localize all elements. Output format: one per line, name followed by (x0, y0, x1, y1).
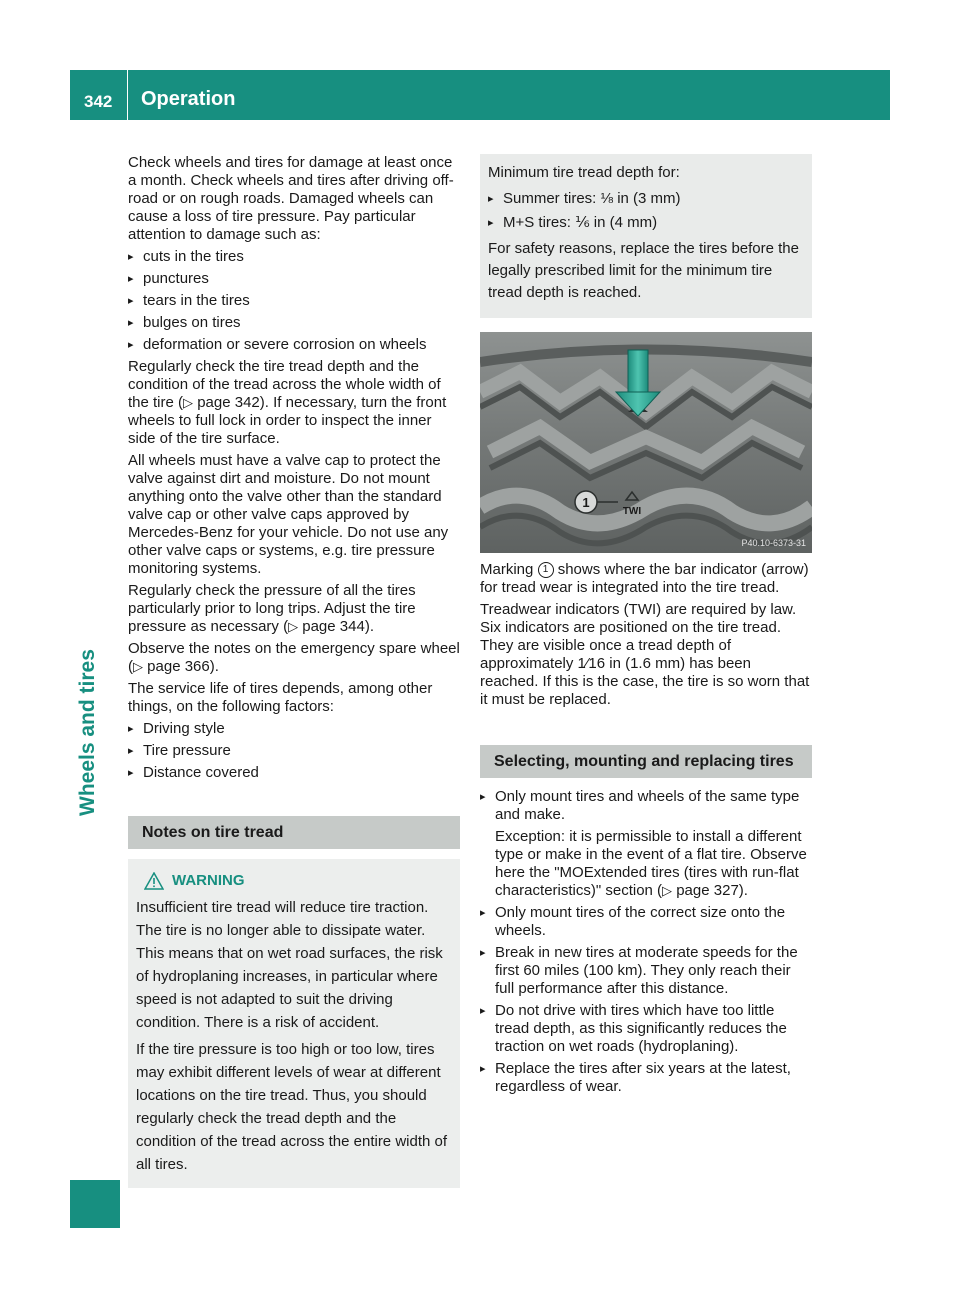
text: Exception: it is permissible to install a different type or make in the event of a flat tire. Observe here the "MOExtended tires (tires with run-flat characteristics)" section (495, 828, 807, 899)
exception-paragraph: Exception: it is permissible to install a different type or make in the event of a flat tire. Observe here the "MOExtended tires (tires with run-flat characteristics)" section (▷ page 327). (495, 828, 807, 899)
list-item: ▸ Tire pressure (128, 742, 460, 760)
tread-check-paragraph (128, 358, 460, 448)
page-ref-link[interactable]: page 366 (147, 658, 210, 675)
page-ref-arrow-icon: ▷ (183, 395, 194, 410)
side-tab-label: Wheels and tires (76, 649, 99, 816)
min-tread-box (480, 154, 812, 318)
text: shows where the bar indicator (arrow) for tread wear is integrated into the tire tread. (480, 561, 809, 596)
figure-code: P40.10-6373-31 (741, 538, 806, 548)
side-tab-marker (70, 1180, 120, 1228)
list-item: ▸ Only mount tires of the correct size onto the wheels. (480, 904, 812, 940)
page-ref-arrow-icon: ▷ (662, 883, 673, 898)
list-item: ▸ Replace the tires after six years at the latest, regardless of wear. (480, 1060, 812, 1096)
text: ). (364, 618, 374, 635)
section-title: Operation (141, 88, 236, 110)
text: ). If necessary, turn the front wheels to full lock in order to inspect the inner side of the tire surface. (128, 394, 447, 447)
list-item: ▸ Distance covered (128, 764, 460, 782)
list-item: ▸ bulges on tires (128, 314, 460, 332)
list-item: ▸ tears in the tires (128, 292, 460, 310)
twi-mark-label: TWI (622, 506, 642, 517)
page-ref-link[interactable]: page 344 (302, 618, 365, 635)
tire-tread-image (480, 332, 812, 553)
factor-list (128, 720, 460, 782)
text: ). (209, 658, 219, 675)
warning-triangle-icon (144, 872, 164, 890)
marking-paragraph (480, 561, 812, 597)
notes-heading: Notes on tire tread (128, 816, 460, 849)
warning-paragraph-2: If the tire pressure is too high or too low, tires may exhibit different levels of wear at different locations on the tire tread. Thus, you should regularly check the tread depth and the condition of the tread across the entire width of all tires. (136, 1041, 448, 1173)
service-life-paragraph: The service life of tires depends, among other things, on the following factors: (128, 680, 433, 715)
list-item: ▸ cuts in the tires (128, 248, 460, 266)
list-item: ▸ Summer tires: ⅛ in (3 mm) (488, 188, 804, 210)
right-column (480, 154, 812, 1100)
select-heading: Selecting, mounting and replacing tires (480, 745, 812, 778)
min-tread-title: Minimum tire tread depth for: (488, 164, 680, 181)
page-ref-arrow-icon: ▷ (133, 659, 143, 674)
list-item: ▸ punctures (128, 270, 460, 288)
list-item: ▸ deformation or severe corrosion on wheels (128, 336, 460, 354)
page-ref-arrow-icon: ▷ (288, 619, 299, 634)
marker-callout: 1 (538, 562, 554, 578)
text: Observe the notes on the emergency spare wheel ( (128, 640, 460, 675)
list-item: ▸ M+S tires: ⅙ in (4 mm) (488, 212, 804, 234)
list-item: ▸ Do not drive with tires which have too little tread depth, as this significantly reduces the traction on wet roads (hydroplaning). (480, 1002, 812, 1056)
warning-title (144, 869, 452, 892)
page-ref-link[interactable]: page 342 (197, 394, 260, 411)
pressure-paragraph (128, 582, 460, 636)
page-number: 342 (84, 92, 113, 111)
warning-label: WARNING (172, 872, 245, 889)
list-item: ▸ Break in new tires at moderate speeds for the first 60 miles (100 km). They only reach their full performance after this distance. (480, 944, 812, 998)
select-list (480, 788, 812, 1096)
spare-wheel-paragraph (128, 640, 460, 676)
figure-marker-number: 1 (582, 495, 590, 510)
header-divider (127, 70, 128, 120)
tire-tread-figure (480, 332, 812, 553)
page-ref-link[interactable]: page 327 (676, 882, 739, 899)
warning-box (128, 859, 460, 1188)
text: Regularly check the pressure of all the tires particularly prior to long trips. Adjust the tire pressure as necessary ( (128, 582, 416, 635)
damage-list (128, 248, 460, 354)
warning-paragraph-1: Insufficient tire tread will reduce tire traction. The tire is no longer able to dissipate water. This means that on wet road surfaces, the risk of hydroplaning increases, in particular where speed is not adapted to suit the driving condition. There is a risk of accident. (136, 899, 443, 1031)
text: Regularly check the tire tread depth and the condition of the tread across the whole width of the tire ( (128, 358, 441, 411)
text: Only mount tires and wheels of the same type and make. (495, 788, 800, 823)
min-tread-list (488, 188, 804, 234)
min-tread-note: For safety reasons, replace the tires before the legally prescribed limit for the minimum tire tread depth is reached. (488, 240, 799, 301)
list-item: ▸ Driving style (128, 720, 460, 738)
text: Marking (480, 561, 534, 578)
text: ). (738, 882, 748, 899)
twi-paragraph: Treadwear indicators (TWI) are required by law. Six indicators are positioned on the tire tread. They are visible once a tread depth of approximately 1⁄16 in (1.6 mm) has been reached. If this is the case, the tire is so worn that it must be replaced. (480, 601, 810, 708)
list-item (480, 788, 812, 900)
left-column (128, 154, 460, 1188)
valve-paragraph: All wheels must have a valve cap to protect the valve against dirt and moisture. Do not mount anything onto the valve other than the standard valve cap or other valve caps approved by Mercedes-Benz for your vehicle. Do not use any other valve caps or systems, e.g. tire pressure monitoring systems. (128, 452, 449, 577)
intro-paragraph: Check wheels and tires for damage at least once a month. Check wheels and tires after driving off-road or on rough roads. Damaged wheels can cause a loss of tire pressure. Pay particular attention to damage such as: (128, 154, 454, 243)
